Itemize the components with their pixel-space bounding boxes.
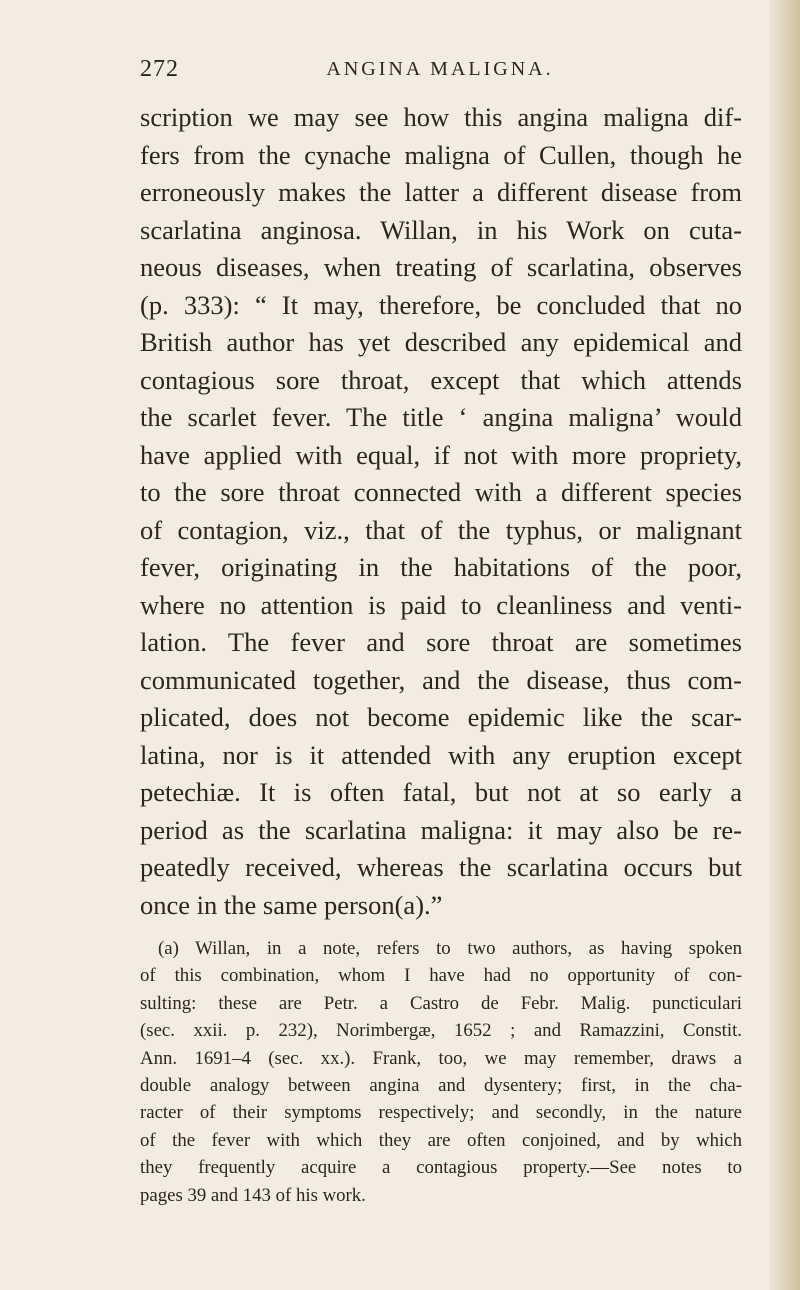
page-body bbox=[140, 99, 742, 1209]
text-line: of contagion, viz., that of the typhus, or malignant bbox=[140, 514, 742, 545]
footnote-line: (sec. xxii. p. 232), Norimbergæ, 1652 ; and Ramazzini, Constit. bbox=[140, 1020, 742, 1042]
text-line: lation. The fever and sore throat are sometimes bbox=[140, 627, 742, 657]
text-line: contagious sore throat, except that which attends bbox=[140, 364, 742, 395]
text-line: fever, originating in the habitations of the poor, bbox=[140, 552, 742, 582]
footnote bbox=[140, 935, 742, 1209]
text-line: where no attention is paid to cleanliness and venti- bbox=[140, 589, 742, 620]
text-line: communicated together, and the disease, thus com- bbox=[140, 664, 742, 695]
page-number: 272 bbox=[140, 56, 179, 82]
text-line: British author has yet described any epidemical and bbox=[140, 327, 742, 357]
text-line: to the sore throat connected with a different species bbox=[140, 477, 742, 507]
running-head: ANGINA MALIGNA. bbox=[326, 58, 554, 80]
page-header bbox=[140, 56, 740, 86]
text-line: scription we may see how this angina maligna dif- bbox=[140, 102, 742, 132]
text-line: petechiæ. It is often fatal, but not at so early a bbox=[140, 777, 742, 807]
page-edge-shadow bbox=[770, 0, 800, 1290]
footnote-line: of the fever with which they are often conjoined, and by which bbox=[140, 1129, 742, 1151]
main-text bbox=[140, 99, 742, 924]
text-line: period as the scarlatina maligna: it may also be re- bbox=[140, 814, 742, 845]
text-line: scarlatina anginosa. Willan, in his Work on cuta- bbox=[140, 214, 742, 245]
text-line: (p. 333): “ It may, therefore, be concluded that no bbox=[140, 289, 742, 320]
text-line: once in the same person(a).” bbox=[140, 889, 443, 920]
footnote-line: sulting: these are Petr. a Castro de Febr. Malig. puncticulari bbox=[140, 992, 742, 1014]
text-line: fers from the cynache maligna of Cullen, though he bbox=[140, 139, 742, 170]
footnote-line: (a) Willan, in a note, refers to two authors, as having spoken bbox=[158, 938, 742, 959]
text-line: plicated, does not become epidemic like the scar- bbox=[140, 702, 742, 732]
text-line: peatedly received, whereas the scarlatina occurs but bbox=[140, 852, 742, 882]
text-line: latina, nor is it attended with any eruption except bbox=[140, 739, 742, 770]
text-line: have applied with equal, if not with more propriety, bbox=[140, 439, 742, 470]
text-line: neous diseases, when treating of scarlatina, observes bbox=[140, 252, 742, 282]
text-line: the scarlet fever. The title ‘ angina maligna’ would bbox=[140, 402, 742, 432]
footnote-line: racter of their symptoms respectively; and secondly, in the nature bbox=[140, 1102, 742, 1124]
footnote-line: Ann. 1691–4 (sec. xx.). Frank, too, we may remember, draws a bbox=[140, 1047, 742, 1069]
footnote-line: pages 39 and 143 of his work. bbox=[140, 1184, 366, 1206]
text-line: erroneously makes the latter a different disease from bbox=[140, 177, 742, 207]
footnote-line: of this combination, whom I have had no opportunity of con- bbox=[140, 965, 742, 987]
footnote-line: double analogy between angina and dysentery; first, in the cha- bbox=[140, 1074, 742, 1096]
footnote-line: they frequently acquire a contagious property.—See notes to bbox=[140, 1157, 742, 1179]
